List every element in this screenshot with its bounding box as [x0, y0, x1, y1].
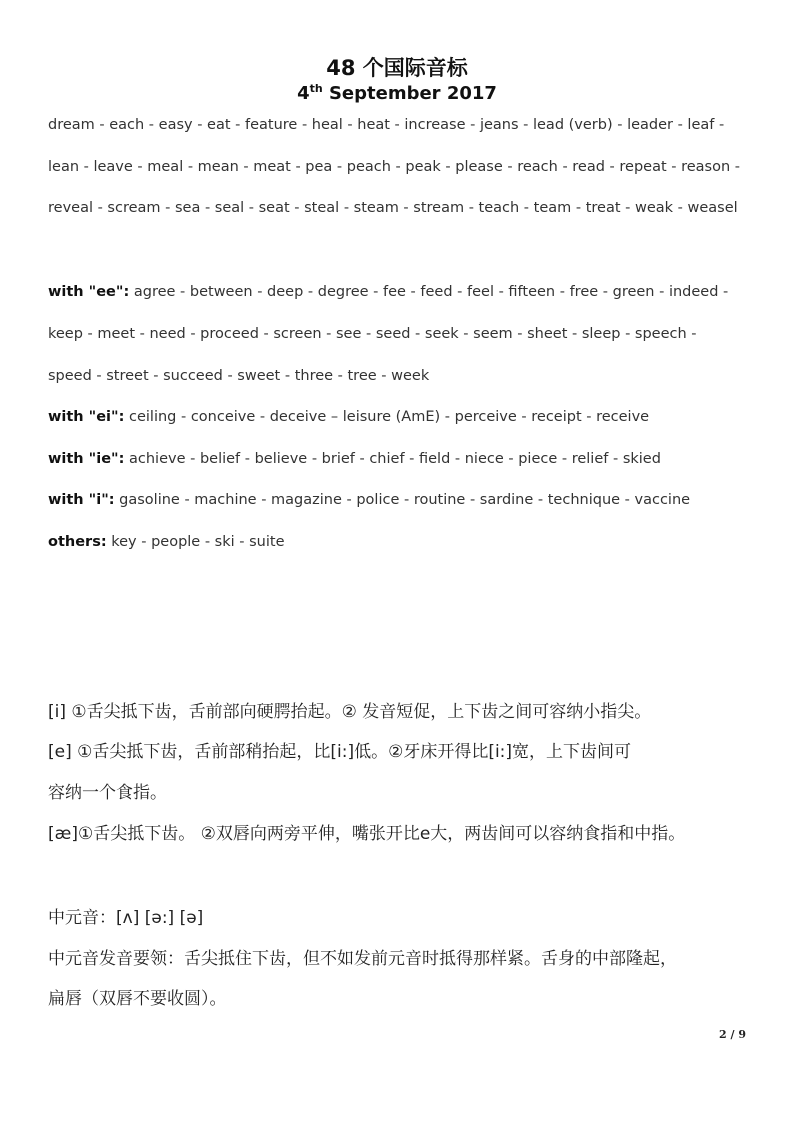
central-vowels-heading: 中元音：[ʌ] [ə:] [ə]	[48, 908, 204, 928]
ee-words-line-1: with "ee": agree - between - deep - degree - fee - feed - feel - fifteen - free - green - indeed -	[48, 284, 729, 300]
phonetic-i-description: [i] ①舌尖抵下齿，舌前部向硬腭抬起。② 发音短促，上下齿之间可容纳小指尖。	[48, 702, 652, 722]
phonetic-e-description-line-1: [e] ①舌尖抵下齿，舌前部稍抬起，比[i:]低。②牙床开得比[i:]宽，上下齿间可	[48, 742, 632, 762]
central-vowels-description-line-2: 扁唇（双唇不要收圆）。	[48, 989, 227, 1009]
phonetic-ae-description: [æ]①舌尖抵下齿。 ②双唇向两旁平伸，嘴张开比e大，两齿间可以容纳食指和中指。	[48, 824, 686, 844]
page-date	[0, 82, 794, 104]
others-label: others:	[48, 534, 107, 550]
ea-word-list: dream - each - easy - eat - feature - heal - heat - increase - jeans - lead (verb) - leader - leaf - lean - leave - meal - mean - meat - pea - peach - peak - please - reach - read - repeat - reason - reveal - scream - sea - seal - seat - steal - steam - stream - teach - team - treat - weak - weasel	[48, 117, 740, 216]
central-vowels-description-line-1: 中元音发音要领：舌尖抵住下齿，但不如发前元音时抵得那样紧。舌身的中部隆起，	[48, 949, 677, 969]
page-number: 2 / 9	[719, 1028, 746, 1041]
ei-words: with "ei": ceiling - conceive - deceive – leisure (AmE) - perceive - receipt - receive	[48, 409, 650, 425]
ee-words-line-3: speed - street - succeed - sweet - three - tree - week	[48, 368, 430, 384]
i-words: with "i": gasoline - machine - magazine - police - routine - sardine - technique - vaccine	[48, 492, 691, 508]
ee-label: with "ee":	[48, 284, 130, 300]
date-rest: September 2017	[322, 83, 497, 104]
ee-words-line-2: keep - meet - need - proceed - screen - see - seed - seek - seem - sheet - sleep - speech -	[48, 326, 697, 342]
date-day: 4	[297, 83, 310, 104]
ei-label: with "ei":	[48, 409, 125, 425]
ie-words: with "ie": achieve - belief - believe - brief - chief - field - niece - piece - relief - skied	[48, 451, 661, 467]
i-label: with "i":	[48, 492, 115, 508]
ie-label: with "ie":	[48, 451, 125, 467]
others-words: others: key - people - ski - suite	[48, 534, 285, 550]
page-title: 48 个国际音标	[326, 56, 468, 80]
date-suffix: th	[309, 82, 323, 95]
phonetic-e-description-line-2: 容纳一个食指。	[48, 783, 167, 803]
